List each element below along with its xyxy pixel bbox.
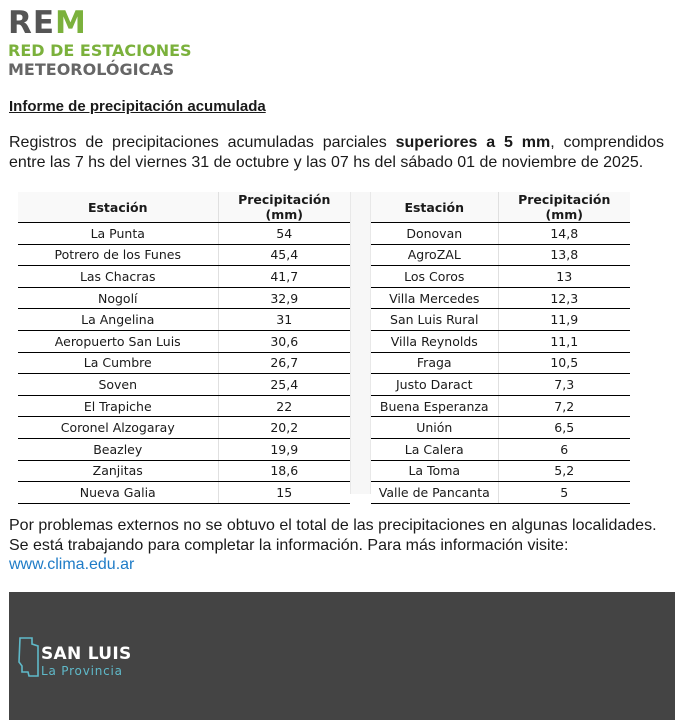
precipitation-cell: 26,7 [218, 352, 350, 374]
logo-wordmark-re: RE [8, 5, 56, 41]
table-row [371, 417, 630, 439]
precipitation-cell: 14,8 [498, 223, 630, 245]
column-header-station: Estación [371, 192, 498, 223]
station-cell: Valle de Pancanta [371, 482, 498, 504]
station-cell: Unión [371, 417, 498, 439]
table-row [18, 309, 350, 331]
station-cell: Villa Reynolds [371, 330, 498, 352]
column-header-station: Estación [18, 192, 218, 223]
station-cell: La Calera [371, 438, 498, 460]
intro-text-bold: superiores a 5 mm [395, 134, 551, 151]
table-row [371, 266, 630, 288]
precipitation-table-left [18, 192, 350, 504]
precipitation-table-right [371, 192, 630, 504]
table-row [371, 352, 630, 374]
precipitation-cell: 13,8 [498, 244, 630, 266]
station-cell: El Trapiche [18, 395, 218, 417]
san-luis-subtitle: La Provincia [41, 664, 123, 678]
station-cell: Buena Esperanza [371, 395, 498, 417]
precipitation-cell: 41,7 [218, 266, 350, 288]
report-title: Informe de precipitación acumulada [9, 98, 266, 115]
clima-link[interactable]: www.clima.edu.ar [9, 556, 135, 573]
precipitation-cell: 6 [498, 438, 630, 460]
precipitation-cell: 18,6 [218, 460, 350, 482]
table-row [371, 287, 630, 309]
station-cell: Los Coros [371, 266, 498, 288]
table-row [371, 244, 630, 266]
station-cell: Zanjitas [18, 460, 218, 482]
station-cell: Las Chacras [18, 266, 218, 288]
station-cell: Soven [18, 374, 218, 396]
table-row [18, 330, 350, 352]
column-header-precipitation: Precipitación (mm) [498, 192, 630, 223]
logo-wordmark-m: M [55, 5, 87, 41]
table-row [18, 482, 350, 504]
table-header-row [371, 192, 630, 223]
station-cell: Nueva Galia [18, 482, 218, 504]
table-row [371, 223, 630, 245]
precipitation-cell: 22 [218, 395, 350, 417]
precipitation-cell: 32,9 [218, 287, 350, 309]
station-cell: La Punta [18, 223, 218, 245]
table-row [18, 374, 350, 396]
precipitation-cell: 54 [218, 223, 350, 245]
rem-logo [8, 6, 192, 79]
station-cell: Beazley [18, 438, 218, 460]
station-cell: Coronel Alzogaray [18, 417, 218, 439]
table-gap [350, 192, 371, 494]
province-map-icon [17, 636, 41, 680]
table-row [18, 352, 350, 374]
station-cell: Potrero de los Funes [18, 244, 218, 266]
precipitation-cell: 20,2 [218, 417, 350, 439]
precipitation-cell: 5,2 [498, 460, 630, 482]
precipitation-cell: 19,9 [218, 438, 350, 460]
san-luis-banner [9, 592, 675, 720]
station-cell: La Cumbre [18, 352, 218, 374]
station-cell: La Toma [371, 460, 498, 482]
table-row [371, 460, 630, 482]
table-row [18, 244, 350, 266]
table-row [18, 417, 350, 439]
station-cell: Justo Daract [371, 374, 498, 396]
table-row [18, 287, 350, 309]
precipitation-cell: 5 [498, 482, 630, 504]
station-cell: Fraga [371, 352, 498, 374]
table-row [371, 395, 630, 417]
table-row [18, 395, 350, 417]
table-row [18, 266, 350, 288]
intro-text-a: Registros de precipitaciones acumuladas parciales [9, 134, 396, 151]
precipitation-cell: 7,3 [498, 374, 630, 396]
precipitation-cell: 25,4 [218, 374, 350, 396]
precipitation-tables [18, 192, 630, 500]
table-row [371, 482, 630, 504]
table-row [371, 374, 630, 396]
station-cell: Villa Mercedes [371, 287, 498, 309]
station-cell: AgroZAL [371, 244, 498, 266]
station-cell: Aeropuerto San Luis [18, 330, 218, 352]
precipitation-cell: 11,9 [498, 309, 630, 331]
precipitation-cell: 10,5 [498, 352, 630, 374]
footer-note-text: Por problemas externos no se obtuvo el total de las precipitaciones en algunas localidades. Se está trabajando para completar la información. Para más información visite: [9, 517, 657, 554]
logo-line-red: RED DE ESTACIONES [8, 41, 192, 60]
station-cell: La Angelina [18, 309, 218, 331]
table-header-row [18, 192, 350, 223]
san-luis-wordmark [41, 644, 132, 678]
logo-line-meteo: METEOROLÓGICAS [8, 60, 175, 79]
precipitation-cell: 15 [218, 482, 350, 504]
logo-wordmark [8, 6, 192, 40]
table-row [371, 309, 630, 331]
station-cell: Donovan [371, 223, 498, 245]
san-luis-name: SAN LUIS [41, 644, 132, 664]
precipitation-cell: 30,6 [218, 330, 350, 352]
footer-note [9, 516, 669, 575]
intro-text-b: , comprendidos entre las 7 hs del viernes 31 de octubre y las 07 hs del sábado 01 de noviembre de 2025. [9, 134, 665, 171]
precipitation-cell: 11,1 [498, 330, 630, 352]
precipitation-cell: 6,5 [498, 417, 630, 439]
station-cell: Nogolí [18, 287, 218, 309]
precipitation-cell: 12,3 [498, 287, 630, 309]
report-intro [9, 133, 664, 173]
station-cell: San Luis Rural [371, 309, 498, 331]
table-row [18, 223, 350, 245]
table-row [371, 438, 630, 460]
precipitation-cell: 7,2 [498, 395, 630, 417]
table-row [371, 330, 630, 352]
precipitation-cell: 45,4 [218, 244, 350, 266]
table-row [18, 460, 350, 482]
table-row [18, 438, 350, 460]
precipitation-cell: 31 [218, 309, 350, 331]
precipitation-cell: 13 [498, 266, 630, 288]
column-header-precipitation: Precipitación (mm) [218, 192, 350, 223]
